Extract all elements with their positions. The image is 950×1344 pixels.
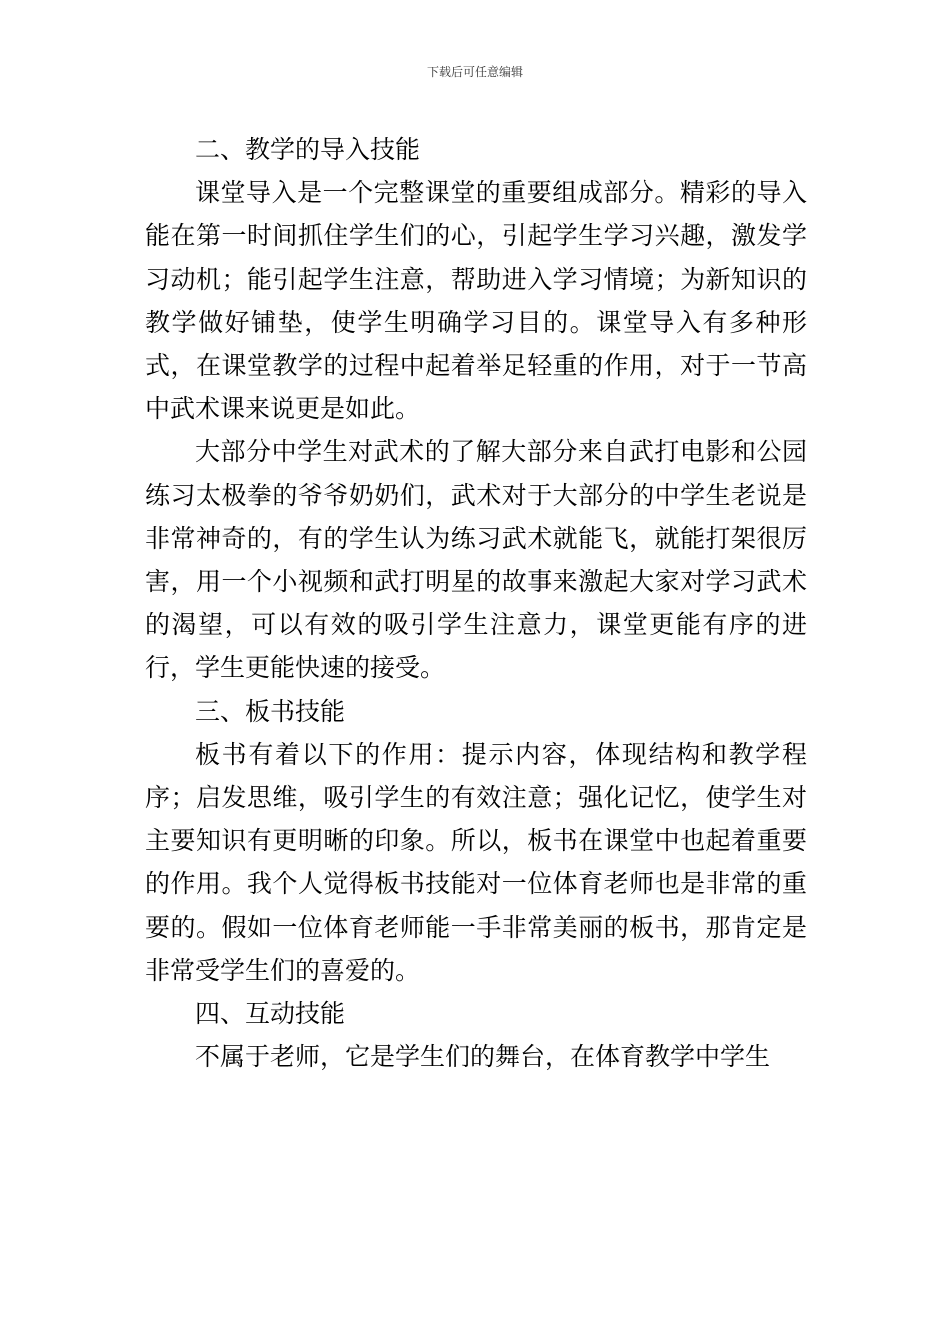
paragraph-intro-skill: 课堂导入是一个完整课堂的重要组成部分。精彩的导入能在第一时间抓住学生们的心，引起学生学习兴趣，激发学习动机；能引起学生注意，帮助进入学习情境；为新知识的教学做好铺垫，使学生明确学习目的。课堂导入有多种形式，在课堂教学的过程中起着举足轻重的作用，对于一节高中武术课来说更是如此。 (145, 178, 807, 424)
section-heading-blackboard-skill: 三、板书技能 (195, 696, 346, 726)
section-heading-interaction-skill: 四、互动技能 (195, 999, 346, 1029)
page-header-note: 下载后可任意编辑 (426, 65, 523, 79)
paragraph-interaction-skill: 不属于老师，它是学生们的舞台，在体育教学中学生 (195, 1042, 771, 1072)
section-heading-intro-skill: 二、教学的导入技能 (195, 135, 421, 164)
paragraph-wushu-interest: 大部分中学生对武术的了解大部分来自武打电影和公园练习太极拳的爷爷奶奶们，武术对于大部分的中学生老说是非常神奇的，有的学生认为练习武术就能飞，就能打架很厉害，用一个小视频和武打明星的故事来激起大家对学习武术的渴望，可以有效的吸引学生注意力，课堂更能有序的进行，学生更能快速的接受。 (145, 437, 807, 683)
document-body (145, 128, 807, 1078)
paragraph-blackboard-skill: 板书有着以下的作用：提示内容，体现结构和教学程序；启发思维，吸引学生的有效注意；强化记忆，使学生对主要知识有更明晰的印象。所以，板书在课堂中也起着重要的作用。我个人觉得板书技能对一位体育老师也是非常的重要的。假如一位体育老师能一手非常美丽的板书，那肯定是非常受学生们的喜爱的。 (145, 739, 807, 985)
